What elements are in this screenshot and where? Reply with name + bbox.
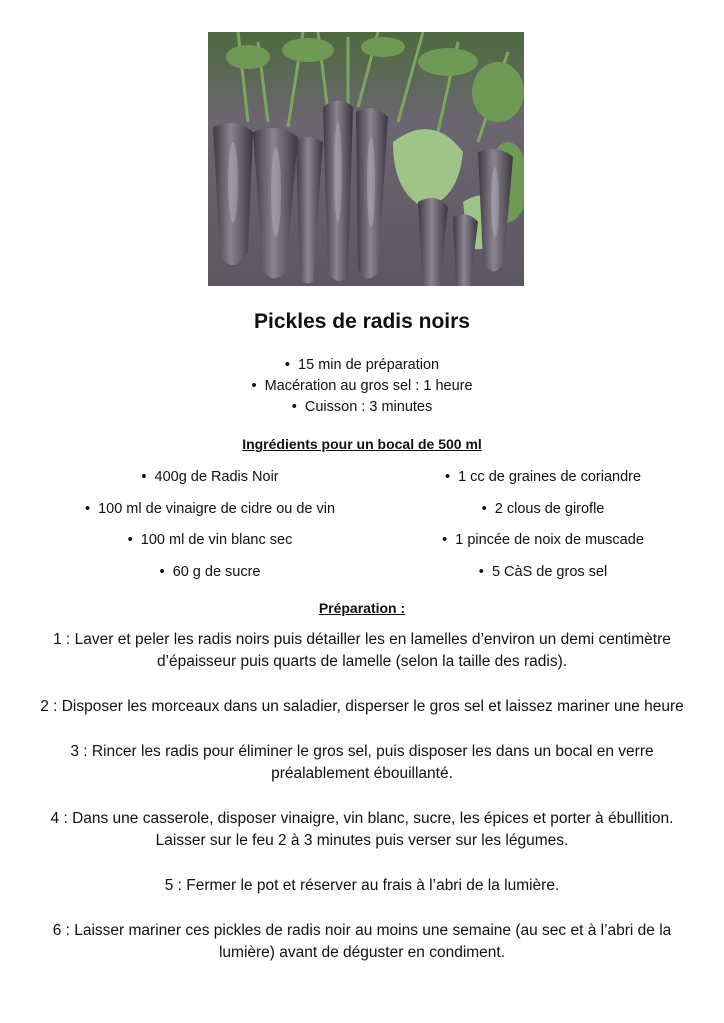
preparation-heading: Préparation :	[318, 600, 406, 616]
ingredients-list-left	[40, 467, 380, 593]
recipe-title: Pickles de radis noirs	[254, 310, 470, 333]
ingredients-list-right	[368, 467, 718, 593]
preparation-step: 2 : Disposer les morceaux dans un saladier, disperser le gros sel et laissez mariner une heure	[40, 698, 684, 715]
preparation-step: 3 : Rincer les radis pour éliminer le gros sel, puis disposer les dans un bocal en verre préalablement ébouillanté.	[70, 743, 654, 782]
ingredient-item: • 1 pincée de noix de muscade	[368, 530, 718, 562]
ingredient-item: • 60 g de sucre	[40, 562, 380, 594]
ingredient-item: • 100 ml de vin blanc sec	[40, 530, 380, 562]
radish-illustration	[208, 32, 524, 286]
black-radishes-photo	[208, 32, 524, 286]
ingredient-item: • 100 ml de vinaigre de cidre ou de vin	[40, 499, 380, 531]
ingredient-item: • 5 CàS de gros sel	[368, 562, 718, 594]
ingredient-item: • 2 clous de girofle	[368, 499, 718, 531]
ingredient-item: • 1 cc de graines de coriandre	[368, 467, 718, 499]
ingredients-heading: Ingrédients pour un bocal de 500 ml	[242, 436, 482, 452]
preparation-steps	[28, 629, 696, 987]
meta-item-maceration: • Macération au gros sel : 1 heure	[0, 376, 724, 397]
ingredient-item: • 400g de Radis Noir	[40, 467, 380, 499]
preparation-step: 1 : Laver et peler les radis noirs puis détailler les en lamelles d’environ un demi centimètre d’épaisseur puis quarts de lamelle (selon la taille des radis).	[53, 631, 671, 670]
recipe-meta-list	[0, 355, 724, 418]
meta-item-prep-time: • 15 min de préparation	[0, 355, 724, 376]
preparation-step: 4 : Dans une casserole, disposer vinaigre, vin blanc, sucre, les épices et porter à ébullition. Laisser sur le feu 2 à 3 minutes puis verser sur les légumes.	[50, 810, 674, 849]
preparation-step: 5 : Fermer le pot et réserver au frais à l’abri de la lumière.	[164, 877, 560, 894]
meta-item-cooking: • Cuisson : 3 minutes	[0, 397, 724, 418]
preparation-step: 6 : Laisser mariner ces pickles de radis noir au moins une semaine (au sec et à l’abri de la lumière) avant de déguster en condiment.	[52, 922, 672, 961]
